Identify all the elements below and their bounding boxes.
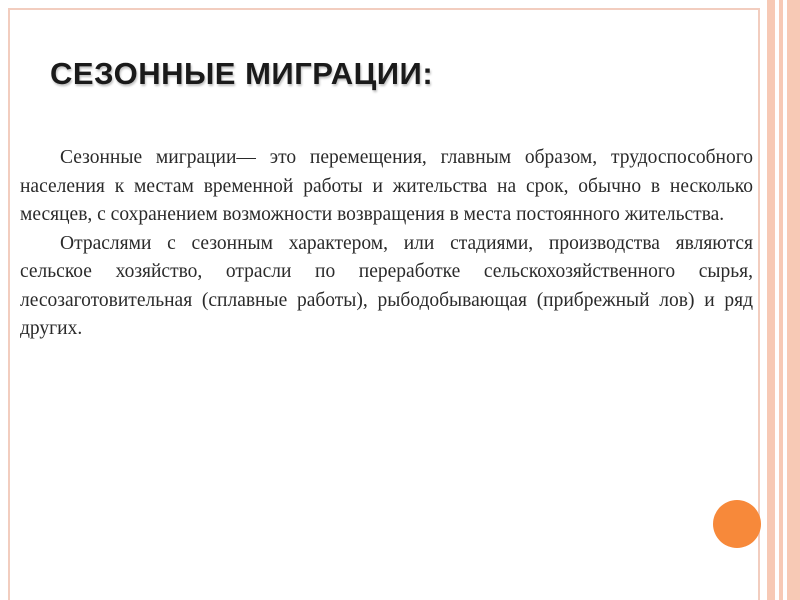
slide-body (20, 144, 753, 344)
decorative-stripe (767, 0, 775, 600)
decorative-stripe (779, 0, 783, 600)
slide-title: СЕЗОННЫЕ МИГРАЦИИ: (50, 56, 434, 91)
accent-circle (713, 500, 761, 548)
paragraph-industries: Отраслями с сезонным характером, или стадиями, производства являются сельское хозяйство, отрасли по переработке сельскохозяйственного сырья, лесозаготовительная (сплавные работы), рыбодобывающая (прибрежный лов) и ряд других. (20, 232, 753, 339)
decorative-stripe (787, 0, 800, 600)
paragraph-definition: Сезонные миграции— это перемещения, главным образом, трудоспособного населения к местам временной работы и жительства на срок, обычно в несколько месяцев, с сохранением возможности возвращения в места постоянного жительства. (20, 147, 753, 225)
